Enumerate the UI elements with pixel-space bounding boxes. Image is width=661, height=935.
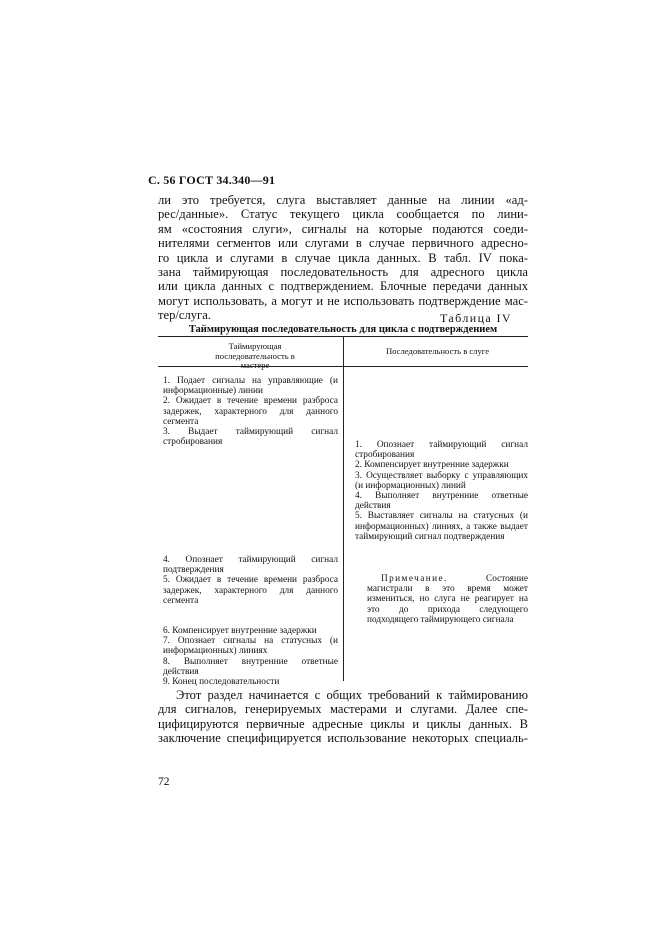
master-step: 7. Опознает сигналы на статусных (и информационных) линиях xyxy=(163,636,338,657)
slave-step: 4. Выполняет внутренние ответные действия xyxy=(355,491,528,512)
intro-line: или цикла данных с подтверждением. Блочные передачи данных xyxy=(158,279,528,294)
slave-step: 2. Компенсирует внутренние задержки xyxy=(355,460,509,471)
intro-line: нителями сегментов или слугами в случае первичного адресно- xyxy=(158,236,528,251)
master-step: 2. Ожидает в течение времени разброса задержек, характерного для данного сегмента xyxy=(163,396,338,427)
master-step: 1. Подает сигналы на управляющие (и информационные) линии xyxy=(163,376,338,397)
closing-line: для сигналов, генерируемых мастерами и слугами. Далее спе- xyxy=(158,702,528,717)
master-steps-1 xyxy=(163,376,338,447)
intro-paragraph xyxy=(158,193,528,323)
table-number: Таблица IV xyxy=(440,311,512,325)
closing-paragraph xyxy=(158,688,528,746)
table-title: Таймирующая последовательность для цикла с подтверждением xyxy=(188,324,498,335)
master-steps-2 xyxy=(163,555,338,606)
intro-line: ям «состояния слуги», сигналы на которые подаются соеди- xyxy=(158,221,528,236)
intro-line: тер/слуга. xyxy=(158,308,211,323)
slave-steps-1 xyxy=(355,440,528,542)
slave-step: 5. Выставляет сигналы на статусных (и информационных) линиях, а также выдает таймирующий сигнал подтверждения xyxy=(355,511,528,542)
column-header-slave: Последовательность в слуге xyxy=(385,346,490,356)
slave-step: 1. Опознает таймирующий сигнал стробирования xyxy=(355,440,528,461)
master-steps-3 xyxy=(163,626,338,687)
master-step: 4. Опознает таймирующий сигнал подтверждения xyxy=(163,555,338,576)
intro-line: го цикла и слугами в случае цикла данных. В табл. IV пока- xyxy=(158,250,528,265)
slave-note-label: Примечание. xyxy=(381,574,448,584)
master-step: 3. Выдает таймирующий сигнал стробирования xyxy=(163,427,338,448)
intro-line: зана таймирующая последовательность для адресного цикла xyxy=(158,265,528,280)
intro-line: могут использовать, а могут и не использовать подтверждение мас- xyxy=(158,293,528,308)
page-number: 72 xyxy=(158,776,170,788)
closing-line: Этот раздел начинается с общих требований к таймированию xyxy=(176,688,528,702)
master-step: 9. Конец последовательности xyxy=(163,677,280,688)
master-step: 6. Компенсирует внутренние задержки xyxy=(163,626,317,636)
slave-step: 3. Осуществляет выборку с управляющих (и информационных) линий xyxy=(355,470,528,491)
intro-line: ли это требуется, слуга выставляет данные на линии «ад- xyxy=(158,193,528,207)
slave-note xyxy=(367,574,528,625)
closing-line: цифицируются первичные адресные циклы и циклы данных. В xyxy=(158,716,528,731)
closing-line: заключение специфицируется использование некоторых специаль- xyxy=(158,731,528,746)
slave-note-text: Состояние магистрали в это время может измениться, но слуга не реагирует на это до прихода следующего подходящего таймирующего сигнала xyxy=(367,574,528,625)
page-header: С. 56 ГОСТ 34.340—91 xyxy=(148,173,276,187)
column-header-master: Таймирующая последовательность в мастере xyxy=(215,341,295,370)
table-column-divider xyxy=(343,337,344,681)
intro-line: рес/данные». Статус текущего цикла сообщается по лини- xyxy=(158,207,528,222)
master-step: 8. Выполняет внутренние ответные действия xyxy=(163,656,338,677)
master-step: 5. Ожидает в течение времени разброса задержек, характерного для данного сегмента xyxy=(163,575,338,606)
